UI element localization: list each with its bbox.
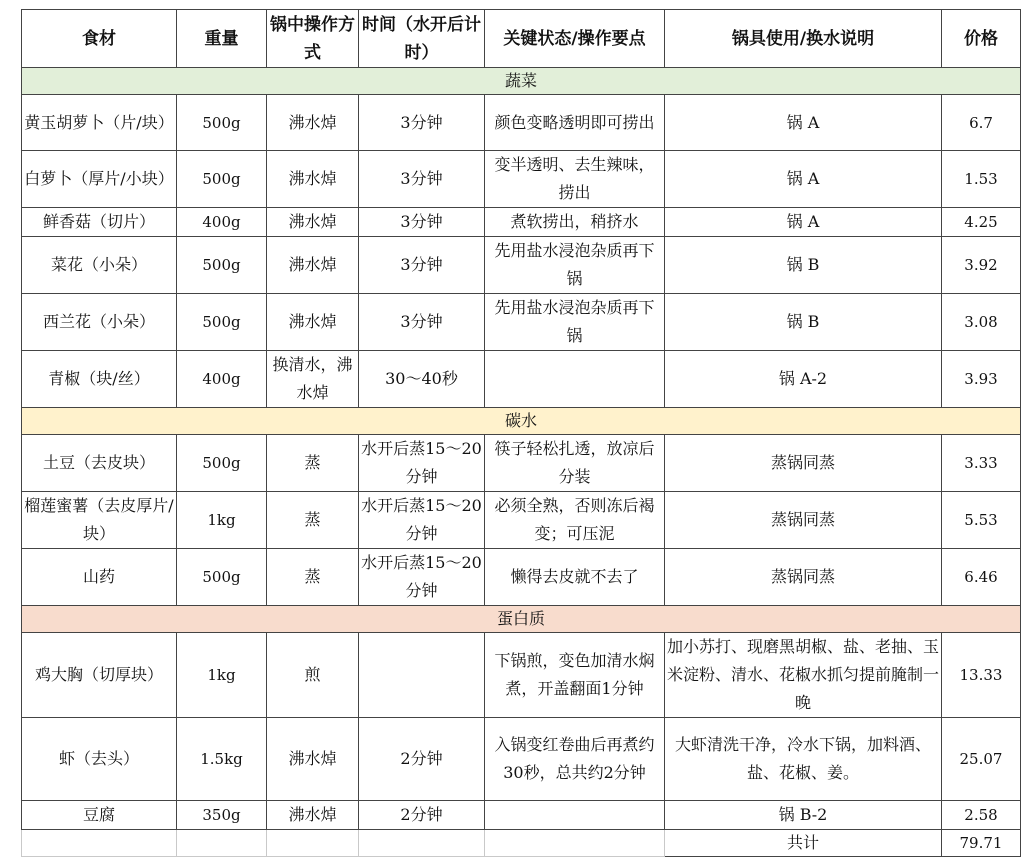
cell-method: 沸水焯 [267, 95, 359, 151]
cell-ingredient: 菜花（小朵） [22, 237, 177, 294]
cell-key-points [485, 801, 665, 830]
cell-time: 30～40秒 [359, 351, 485, 408]
cell-key-points: 颜色变略透明即可捞出 [485, 95, 665, 151]
recipe-table [21, 9, 1021, 857]
cell-price: 1.53 [942, 151, 1021, 208]
cell-ingredient: 鲜香菇（切片） [22, 208, 177, 237]
table-row [22, 208, 1021, 237]
cell-ingredient: 鸡大胸（切厚块） [22, 633, 177, 718]
cell-price: 5.53 [942, 492, 1021, 549]
cell-method: 沸水焯 [267, 718, 359, 801]
cell-weight: 350g [177, 801, 267, 830]
cell-key-points: 变半透明、去生辣味，捞出 [485, 151, 665, 208]
section-title: 蔬菜 [22, 68, 1021, 95]
cell-price: 2.58 [942, 801, 1021, 830]
cell-weight: 500g [177, 549, 267, 606]
cell-price: 25.07 [942, 718, 1021, 801]
cell-weight: 500g [177, 435, 267, 492]
cell-weight: 400g [177, 351, 267, 408]
cell-pot-usage: 锅 B [665, 237, 942, 294]
cell-ingredient: 土豆（去皮块） [22, 435, 177, 492]
cell-method: 蒸 [267, 435, 359, 492]
cell-pot-usage: 蒸锅同蒸 [665, 549, 942, 606]
cell-method: 蒸 [267, 492, 359, 549]
cell-method: 沸水焯 [267, 151, 359, 208]
table-row [22, 718, 1021, 801]
cell-price: 3.33 [942, 435, 1021, 492]
cell-weight: 500g [177, 237, 267, 294]
cell-weight: 1kg [177, 492, 267, 549]
empty-cell [485, 830, 665, 857]
section-row [22, 68, 1021, 95]
empty-cell [267, 830, 359, 857]
header-key-points: 关键状态/操作要点 [485, 10, 665, 68]
cell-price: 3.93 [942, 351, 1021, 408]
cell-key-points [485, 351, 665, 408]
cell-time: 水开后蒸15～20分钟 [359, 492, 485, 549]
total-label: 共计 [665, 830, 942, 857]
header-time: 时间（水开后计时） [359, 10, 485, 68]
cell-key-points: 先用盐水浸泡杂质再下锅 [485, 294, 665, 351]
table-row [22, 294, 1021, 351]
cell-pot-usage: 锅 A [665, 151, 942, 208]
section-title: 碳水 [22, 408, 1021, 435]
cell-pot-usage: 锅 A [665, 208, 942, 237]
cell-ingredient: 豆腐 [22, 801, 177, 830]
cell-pot-usage: 蒸锅同蒸 [665, 435, 942, 492]
cell-pot-usage: 大虾清洗干净，冷水下锅，加料酒、盐、花椒、姜。 [665, 718, 942, 801]
table-row [22, 801, 1021, 830]
cell-ingredient: 青椒（块/丝） [22, 351, 177, 408]
cell-time: 3分钟 [359, 151, 485, 208]
cell-ingredient: 黄玉胡萝卜（片/块） [22, 95, 177, 151]
empty-cell [177, 830, 267, 857]
header-row [22, 10, 1021, 68]
cell-method: 煎 [267, 633, 359, 718]
cell-pot-usage: 锅 A [665, 95, 942, 151]
cell-weight: 500g [177, 95, 267, 151]
cell-time: 水开后蒸15～20分钟 [359, 549, 485, 606]
cell-time: 3分钟 [359, 294, 485, 351]
table-row [22, 237, 1021, 294]
cell-method: 沸水焯 [267, 208, 359, 237]
table-row [22, 95, 1021, 151]
cell-key-points: 筷子轻松扎透，放凉后分装 [485, 435, 665, 492]
table-row [22, 492, 1021, 549]
cell-pot-usage: 蒸锅同蒸 [665, 492, 942, 549]
total-value: 79.71 [942, 830, 1021, 857]
table-row [22, 151, 1021, 208]
cell-key-points: 必须全熟，否则冻后褐变；可压泥 [485, 492, 665, 549]
cell-pot-usage: 加小苏打、现磨黑胡椒、盐、老抽、玉米淀粉、清水、花椒水抓匀提前腌制一晚 [665, 633, 942, 718]
cell-ingredient: 西兰花（小朵） [22, 294, 177, 351]
cell-weight: 500g [177, 294, 267, 351]
total-row [22, 830, 1021, 857]
cell-time: 2分钟 [359, 801, 485, 830]
cell-ingredient: 白萝卜（厚片/小块） [22, 151, 177, 208]
empty-cell [22, 830, 177, 857]
cell-pot-usage: 锅 B [665, 294, 942, 351]
cell-price: 6.7 [942, 95, 1021, 151]
section-title: 蛋白质 [22, 606, 1021, 633]
cell-key-points: 懒得去皮就不去了 [485, 549, 665, 606]
cell-time: 水开后蒸15～20分钟 [359, 435, 485, 492]
cell-price: 3.92 [942, 237, 1021, 294]
cell-ingredient: 山药 [22, 549, 177, 606]
cell-method: 沸水焯 [267, 294, 359, 351]
cell-key-points: 下锅煎，变色加清水焖煮，开盖翻面1分钟 [485, 633, 665, 718]
cell-method: 蒸 [267, 549, 359, 606]
header-ingredient: 食材 [22, 10, 177, 68]
cell-weight: 500g [177, 151, 267, 208]
empty-cell [359, 830, 485, 857]
section-row [22, 408, 1021, 435]
cell-pot-usage: 锅 A-2 [665, 351, 942, 408]
cell-price: 3.08 [942, 294, 1021, 351]
section-row [22, 606, 1021, 633]
cell-time [359, 633, 485, 718]
header-weight: 重量 [177, 10, 267, 68]
cell-price: 13.33 [942, 633, 1021, 718]
cell-method: 沸水焯 [267, 801, 359, 830]
cell-key-points: 煮软捞出，稍挤水 [485, 208, 665, 237]
cell-weight: 1.5kg [177, 718, 267, 801]
header-method: 锅中操作方式 [267, 10, 359, 68]
table-row [22, 549, 1021, 606]
cell-ingredient: 榴莲蜜薯（去皮厚片/块） [22, 492, 177, 549]
cell-pot-usage: 锅 B-2 [665, 801, 942, 830]
cell-key-points: 入锅变红卷曲后再煮约30秒，总共约2分钟 [485, 718, 665, 801]
cell-key-points: 先用盐水浸泡杂质再下锅 [485, 237, 665, 294]
cell-method: 沸水焯 [267, 237, 359, 294]
cell-time: 3分钟 [359, 237, 485, 294]
cell-method: 换清水，沸水焯 [267, 351, 359, 408]
cell-ingredient: 虾（去头） [22, 718, 177, 801]
cell-price: 4.25 [942, 208, 1021, 237]
cell-time: 3分钟 [359, 95, 485, 151]
table-row [22, 633, 1021, 718]
cell-time: 3分钟 [359, 208, 485, 237]
table-row [22, 435, 1021, 492]
header-price: 价格 [942, 10, 1021, 68]
cell-price: 6.46 [942, 549, 1021, 606]
header-pot-usage: 锅具使用/换水说明 [665, 10, 942, 68]
table-row [22, 351, 1021, 408]
cell-weight: 400g [177, 208, 267, 237]
cell-time: 2分钟 [359, 718, 485, 801]
cell-weight: 1kg [177, 633, 267, 718]
